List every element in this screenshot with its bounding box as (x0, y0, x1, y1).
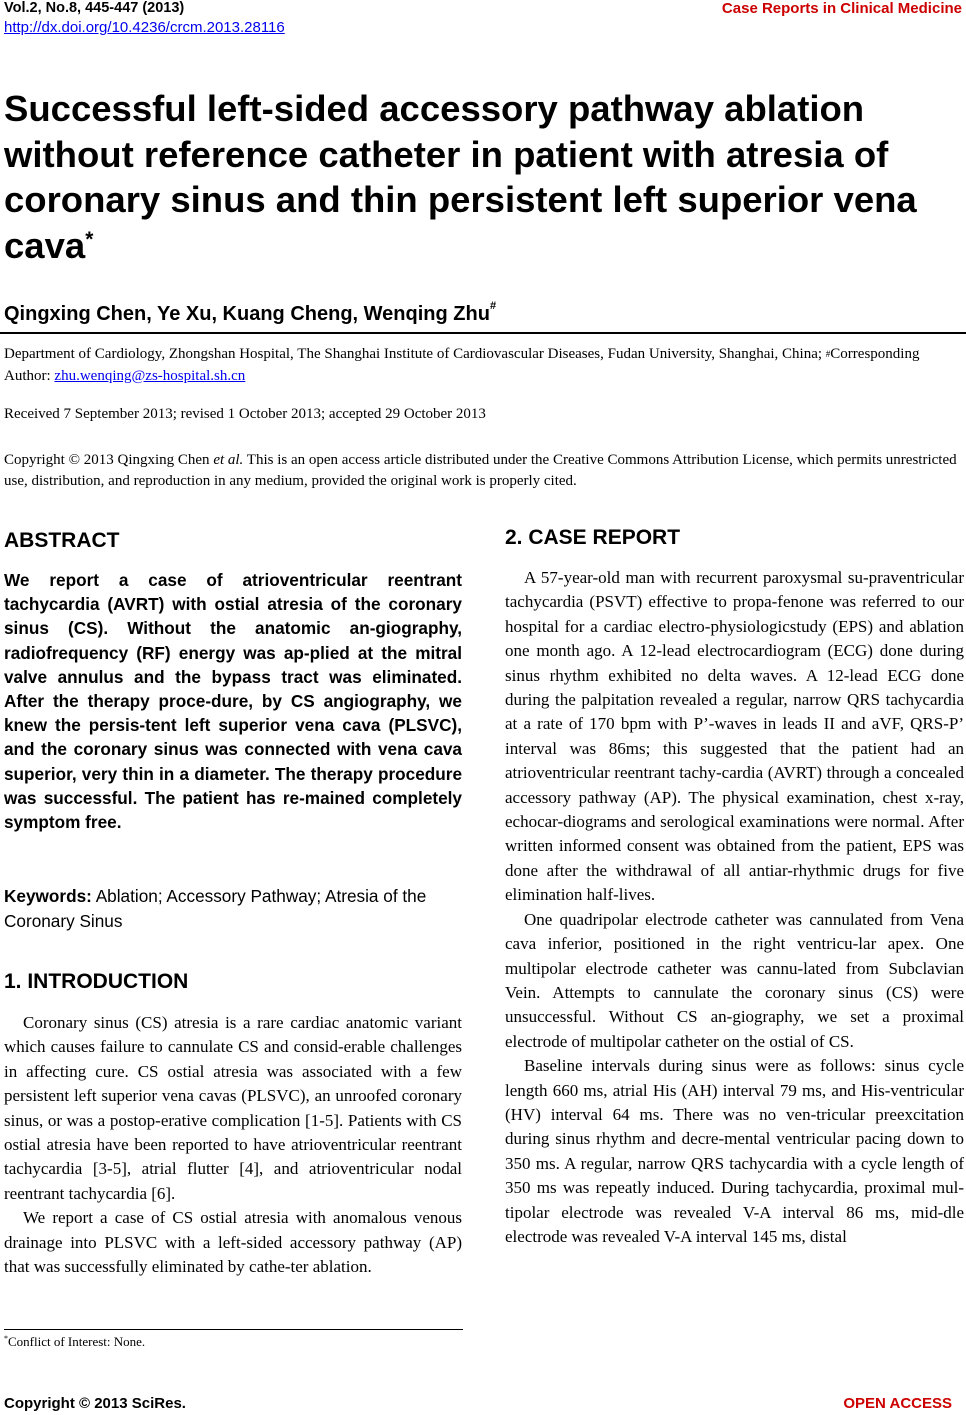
keywords-label: Keywords: (4, 886, 92, 906)
case-report-body (505, 566, 964, 1249)
abstract-heading: ABSTRACT (4, 529, 120, 552)
volume-info: Vol.2, No.8, 445-447 (2013) (4, 0, 185, 16)
author-list (4, 300, 497, 326)
case-report-heading: 2. CASE REPORT (505, 526, 681, 549)
corresponding-label: Corresponding Author: (4, 346, 920, 384)
footnote-text: Conflict of Interest: None. (8, 1334, 146, 1349)
copyright-notice (4, 450, 964, 492)
title-text: Successful left-sided accessory pathway ablation without reference catheter in patient with atresia of coronary sinus and thin persistent left superior vena cava (4, 88, 917, 266)
affiliation-text: Department of Cardiology, Zhongshan Hospital, The Shanghai Institute of Cardiovascular Diseases, Fudan University, Shanghai, China; (4, 346, 826, 362)
footnote (4, 1334, 145, 1350)
footer-open-access: OPEN ACCESS (843, 1395, 952, 1412)
affiliation (4, 344, 949, 387)
email-link[interactable]: zhu.wenqing@zs-hospital.sh.cn (54, 367, 246, 384)
corresponding-mark: # (489, 300, 497, 312)
copyright-etal: et al. (213, 452, 244, 468)
author-names: Qingxing Chen, Ye Xu, Kuang Cheng, Wenqing Zhu (4, 303, 490, 325)
introduction-body (4, 1011, 462, 1279)
keywords (4, 884, 462, 933)
doi-link[interactable]: http://dx.doi.org/10.4236/crcm.2013.28116 (4, 19, 285, 36)
keywords-text: Ablation; Accessory Pathway; Atresia of the Coronary Sinus (4, 886, 427, 931)
footer-copyright: Copyright © 2013 SciRes. (4, 1395, 186, 1412)
journal-name: Case Reports in Clinical Medicine (721, 0, 962, 17)
copyright-before: Copyright © 2013 Qingxing Chen (4, 452, 214, 468)
case-report-paragraph: One quadripolar electrode catheter was cannulated from Vena cava inferior, positioned in the right ventricu-lar apex. One multipolar electrode catheter was cannu-lated from Subclavian Vein. Attempts to cannulate the coronary sinus (CS) were unsuccessful. Without CS an-giography, we set a proximal electrode of multipolar catheter on the ostial of CS. (505, 909, 964, 1051)
introduction-heading: 1. INTRODUCTION (4, 970, 189, 993)
received-dates: Received 7 September 2013; revised 1 October 2013; accepted 29 October 2013 (4, 406, 486, 422)
case-report-paragraph: Baseline intervals during sinus were as follows: sinus cycle length 660 ms, atrial His (AH) interval 79 ms, and His-ventricular (HV) interval 64 ms. There was no ven-tricular preexcitation during sinus rhythm and decre-mental ventricular pacing down to 350 ms. A regular, narrow QRS tachycardia with a cycle length of 350 ms was repeatly induced. During tachycardia, proximal mul-tipolar electrode was revealed V-A interval 86 ms, mid-dle electrode was revealed V-A interval 145 ms, distal (505, 1056, 964, 1246)
copyright-after: This is an open access article distributed under the Creative Commons Attribution License, which permits unrestricted use, distribution, and reproduction in any medium, provided the original work is properly cited. (4, 452, 957, 489)
footnote-rule (4, 1329, 463, 1330)
footnote-mark: * (4, 1334, 8, 1343)
abstract-text: We report a case of atrioventricular reentrant tachycardia (AVRT) with ostial atresia of the coronary sinus (CS). Without the anatomic an-giography, radiofrequency (RF) energy was ap-plied at the mitral valve annulus and the bypass tract was eliminated. After the therapy proce-dure, by CS angiography, we knew the persis-tent left superior vena cava (PLSVC), and the coronary sinus was connected with vena cava superior, very thin in a diameter. The therapy procedure was successful. The patient has re-mained completely symptom free. (4, 570, 462, 833)
title-footnote-mark: * (85, 227, 94, 251)
introduction-paragraph: Coronary sinus (CS) atresia is a rare cardiac anatomic variant which causes failure to cannulate CS and consid-erable challenges in affecting cure. CS ostial atresia was associated with a few persistent left superior vena cavas (PLSVC), an unroofed coronary sinus, or was a postop-erative complication [1-5]. Patients with CS ostial atresia have been reported to have atrioventricular reentrant tachycardia [3-5], atrial flutter [4], and atrioventricular nodal reentrant tachycardia [6]. (4, 1013, 462, 1203)
introduction-paragraph: We report a case of CS ostial atresia with anomalous venous drainage into PLSVC with a left-sided accessory pathway (AP) that was successfully eliminated by cathe-ter ablation. (4, 1208, 462, 1277)
affiliation-mark: # (825, 349, 831, 359)
case-report-paragraph: A 57-year-old man with recurrent paroxysmal su-praventricular tachycardia (PSVT) effective to propa-fenone was referred to our hospital for a cardiac electro-physiologicstudy (EPS) and ablation one month ago. A 12-lead electrocardiogram (ECG) done during sinus rhythm exhibited no delta waves. A 12-lead ECG done during the palpitation revealed a regular, narrow QRS tachycardia at a rate of 170 bpm with P’-waves in leads II and aVF, QRS-P’ interval was 86ms; this suggested that the patient had an atrioventricular reentrant tachy-cardia (AVRT) through a concealed accessory pathway (AP). The physical examination, chest x-ray, echocar-diograms and serological examinations were normal. After written informed consent was obtained from the patient, EPS was done after the withdrawal of all antiar-rhythmic drugs for five elimination half-lives. (505, 568, 964, 905)
paper-title (4, 86, 954, 268)
header-rule (0, 332, 966, 334)
